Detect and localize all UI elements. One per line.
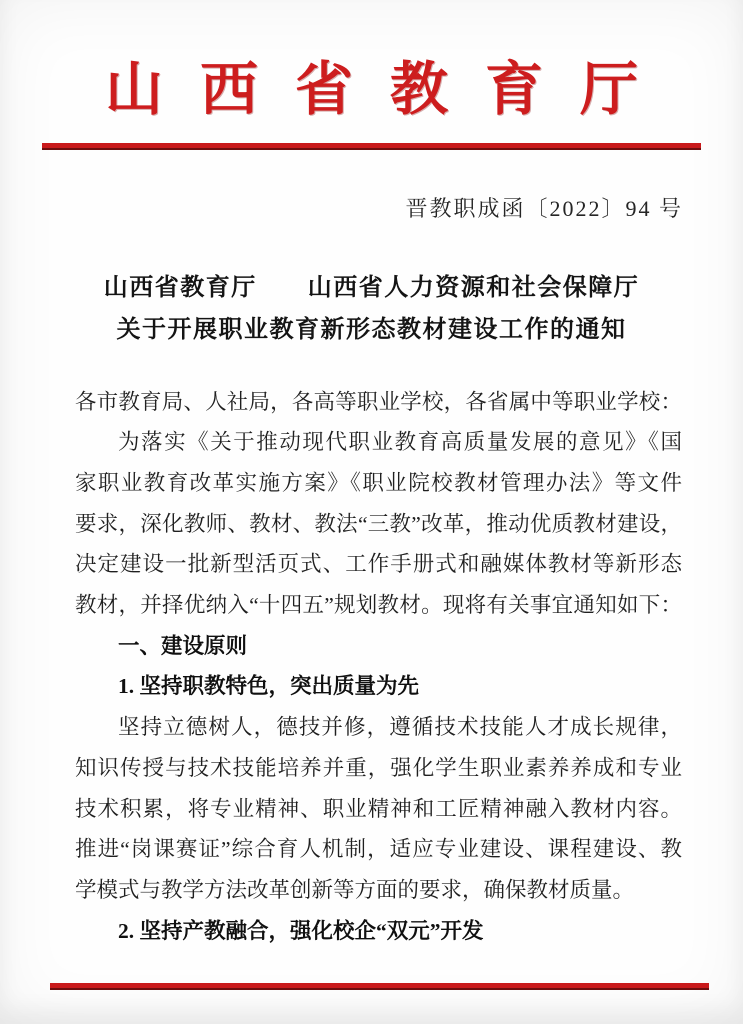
document-number: 晋教职成函〔2022〕94 号 (405, 195, 683, 221)
footer-divider (50, 983, 709, 990)
document-title (0, 267, 743, 351)
subsection-heading-1: 1. 坚持职教特色，突出质量为先 (118, 674, 420, 699)
agency-name: 山西省教育厅 (104, 57, 675, 122)
body-line: 要求，深化教师、教材、教法“三教”改革，推动优质教材建设， (75, 511, 682, 536)
document-title-line1: 山西省教育厅 山西省人力资源和社会保障厅 (103, 274, 640, 301)
document-title-line2: 关于开展职业教育新形态教材建设工作的通知 (116, 316, 627, 343)
body-line: 决定建设一批新型活页式、工作手册式和融媒体教材等新形态 (75, 552, 682, 577)
body-line: 技术积累，将专业精神、职业精神和工匠精神融入教材内容。 (75, 796, 682, 821)
body-line: 学模式与教学方法改革创新等方面的要求，确保教材质量。 (75, 877, 635, 902)
body-line: 为落实《关于推动现代职业教育高质量发展的意见》《国 (118, 430, 682, 455)
section-heading-1: 一、建设原则 (118, 633, 248, 658)
document-body (0, 382, 743, 952)
subsection-heading-2: 2. 坚持产教融合，强化校企“双元”开发 (118, 918, 484, 943)
letterhead-divider (42, 143, 701, 150)
body-line: 推进“岗课赛证”综合育人机制，适应专业建设、课程建设、教 (75, 837, 682, 862)
body-line: 知识传授与技术技能培养并重，强化学生职业素养养成和专业 (75, 755, 682, 780)
body-line: 家职业教育改革实施方案》《职业院校教材管理办法》等文件 (75, 470, 682, 495)
body-line: 教材，并择优纳入“十四五”规划教材。现将有关事宜通知如下： (75, 593, 682, 618)
body-line: 坚持立德树人，德技并修，遵循技术技能人才成长规律， (118, 715, 682, 740)
salutation-line: 各市教育局、人社局，各高等职业学校，各省属中等职业学校： (75, 389, 682, 414)
